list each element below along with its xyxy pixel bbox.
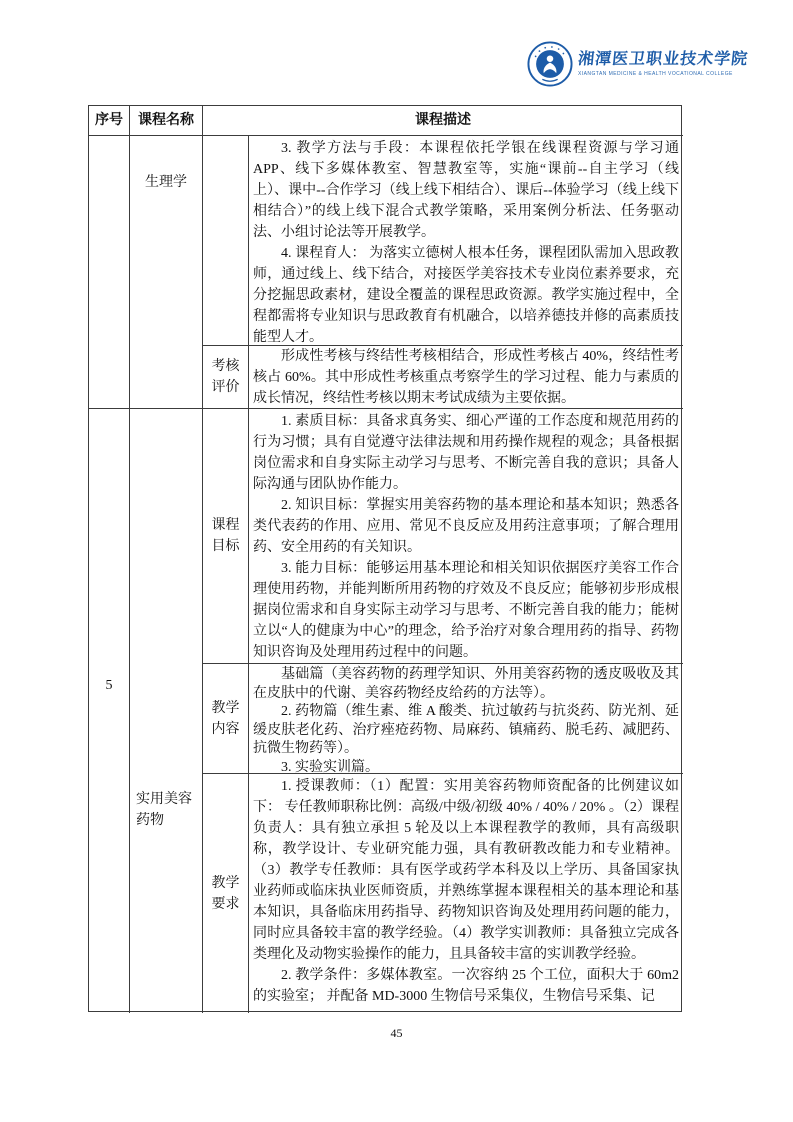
cosmetic-requirements-text: [249, 774, 683, 1013]
sublabel-requirements: 教学要求: [203, 774, 249, 1013]
sublabel-objectives: 课程目标: [203, 409, 249, 664]
sublabel-content: 教学内容: [203, 664, 249, 774]
physiology-teaching-text: [249, 136, 683, 346]
header-course-name: 课程名称: [130, 106, 203, 136]
paragraph: 1. 授课教师：（1）配置：实用美容药物师资配备的比例建议如下： 专任教师职称比例：高级/中级/初级 40% / 40% / 20% 。（2）课程负责人：具有独立承担 5 轮及以上本课程教学的教师，具有高级职称，教学设计、专业研究能力强，具有教研教改能力和专业精神。（3）教学专任教师：具有医学或药学本科及以上学历、具备国家执业药师或临床执业医师资质，并熟练掌握本课程相关的基本理论和基本知识，具备临床用药指导、药物知识咨询及处理用药问题的能力，同时应具备较丰富的教学经验。（4）教学实训教师：具备独立完成各类理化及动物实验操作的能力，且具备较丰富的实训教学经验。: [253, 779, 679, 962]
college-name-cn: 湘潭医卫职业技术学院: [577, 51, 749, 68]
cosmetic-objectives-text: [249, 409, 683, 664]
course-table: [88, 105, 682, 1012]
paragraph: 3. 教学方法与手段：本课程依托学银在线课程资源与学习通 APP、线下多媒体教室、智慧教室等，实施“课前--自主学习（线上）、课中--合作学习（线上线下相结合）、课后--体验学习（线上线下相结合）”的线上线下混合式教学策略，采用案例分析法、任务驱动法、小组讨论法等开展教学。: [253, 141, 679, 240]
college-name-block: [578, 51, 748, 77]
sublabel-empty: [203, 136, 249, 346]
paragraph: 2. 知识目标：掌握实用美容药物的基本理论和基本知识；熟悉各类代表药的作用、应用、常见不良反应及用药注意事项；了解合理用药、安全用药的有关知识。: [253, 498, 679, 555]
index-cell-physiology: [89, 136, 130, 409]
college-emblem-icon: [527, 41, 573, 87]
course-name-physiology: 生理学: [130, 136, 203, 409]
header-description: 课程描述: [203, 106, 683, 136]
header-index: 序号: [89, 106, 130, 136]
paragraph: 2. 药物篇（维生素、维 A 酸类、抗过敏药与抗炎药、防光剂、延缓皮肤老化药、治疗痤疮药物、局麻药、镇痛药、脱毛药、减肥药、抗微生物药等）。: [253, 704, 679, 756]
course-name-cosmetic-drugs: 实用美容药物: [130, 409, 203, 1013]
paragraph: 3. 实验实训篇。: [281, 759, 379, 774]
college-logo: [527, 38, 749, 90]
physiology-assessment-text: [249, 346, 683, 409]
paragraph: 1. 素质目标：具备求真务实、细心严谨的工作态度和规范用药的行为习惯；具有自觉遵守法律法规和用药操作规程的观念；具备根据岗位需求和自身实际主动学习与思考、不断完善自我的意识；具备人际沟通与团队协作能力。: [253, 414, 679, 492]
index-cell-cosmetic-drugs: 5: [89, 409, 130, 1013]
paragraph: 4. 课程育人： 为落实立德树人根本任务，课程团队需加入思政教师，通过线上、线下结合，对接医学美容技术专业岗位素养要求，充分挖掘思政素材，建设全覆盖的课程思政资源。教学实施过程中，全程都需将专业知识与思政教育有机融合，以培养德技并修的高素质技能型人才。: [253, 246, 679, 345]
college-name-en: XIANGTAN MEDICINE & HEALTH VOCATIONAL COLLEGE: [578, 71, 733, 77]
paragraph: 基础篇（美容药物的药理学知识、外用美容药物的透皮吸收及其在皮肤中的代谢、美容药物经皮给药的方法等）。: [253, 667, 679, 701]
paragraph: 形成性考核与终结性考核相结合，形成性考核占 40%，终结性考核占 60%。其中形成性考核重点考察学生的学习过程、能力与素质的成长情况，终结性考核以期末考试成绩为主要依据。: [253, 349, 679, 406]
paragraph: 3. 能力目标：能够运用基本理论和相关知识依据医疗美容工作合理使用药物，并能判断所用药物的疗效及不良反应；能够初步形成根据岗位需求和自身实际主动学习与思考、不断完善自我的能力；能树立以“人的健康为中心”的理念，给予治疗对象合理用药的指导、药物知识咨询及处理用药过程中的问题。: [253, 561, 679, 660]
sublabel-assessment: 考核评价: [203, 346, 249, 409]
cosmetic-content-text: [249, 664, 683, 774]
paragraph: 2. 教学条件：多媒体教室。一次容纳 25 个工位，面积大于 60m2 的实验室； 并配备 MD-3000 生物信号采集仪，生物信号采集、记: [253, 968, 679, 1004]
page-number: 45: [390, 1026, 403, 1040]
